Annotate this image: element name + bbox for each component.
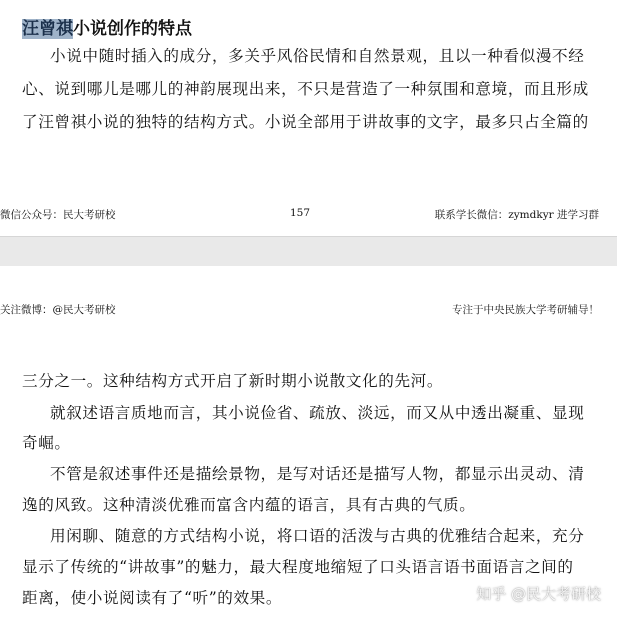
page-separator: [0, 236, 617, 268]
paragraph-line: 用闲聊、随意的方式结构小说，将口语的活泼与古典的优雅结合起来，充分: [50, 527, 585, 545]
paragraph-line: 三分之一。这种结构方式开启了新时期小说散文化的先河。: [22, 372, 444, 390]
page-number: 157: [290, 207, 311, 219]
heading-text: 小说创作的特点: [73, 19, 192, 39]
paragraph-line: 逸的风致。这种清淡优雅而富含内蕴的语言，具有古典的气质。: [22, 496, 476, 514]
footer-wechat-account: 微信公众号：民大考研校: [0, 209, 116, 221]
header-weibo: 关注微博：@民大考研校: [0, 304, 116, 316]
paragraph-line: 心、说到哪儿是哪儿的神韵展现出来，不只是营造了一种氛围和意境，而且形成: [22, 80, 589, 98]
header-tagline: 专注于中央民族大学考研辅导！: [452, 304, 599, 316]
paragraph-line: 显示了传统的“讲故事”的魅力，最大程度地缩短了口头语言语书面语言之间的: [22, 558, 574, 576]
paragraph-line: 距离，使小说阅读有了“听”的效果。: [22, 589, 283, 607]
section-heading: [22, 14, 192, 39]
zhihu-watermark: 知乎 @民大考研校: [476, 585, 601, 603]
paragraph-line: 不管是叙述事件还是描绘景物，是写对话还是描写人物，都显示出灵动、清: [50, 465, 585, 483]
page-157: [0, 0, 617, 236]
paragraph-line: 奇崛。: [22, 434, 71, 452]
paragraph-line: 了汪曾祺小说的独特的结构方式。小说全部用于讲故事的文字，最多只占全篇的: [22, 113, 589, 131]
paragraph-line: 就叙述语言质地而言，其小说俭省、疏放、淡远，而又从中透出凝重、显现: [50, 404, 585, 422]
page-158: [0, 266, 617, 622]
paragraph-line: 小说中随时插入的成分，多关乎风俗民情和自然景观，且以一种看似漫不经: [50, 47, 585, 65]
heading-highlight: 汪曾祺: [22, 19, 73, 39]
footer-contact: 联系学长微信：zymdkyr 进学习群: [434, 209, 599, 221]
